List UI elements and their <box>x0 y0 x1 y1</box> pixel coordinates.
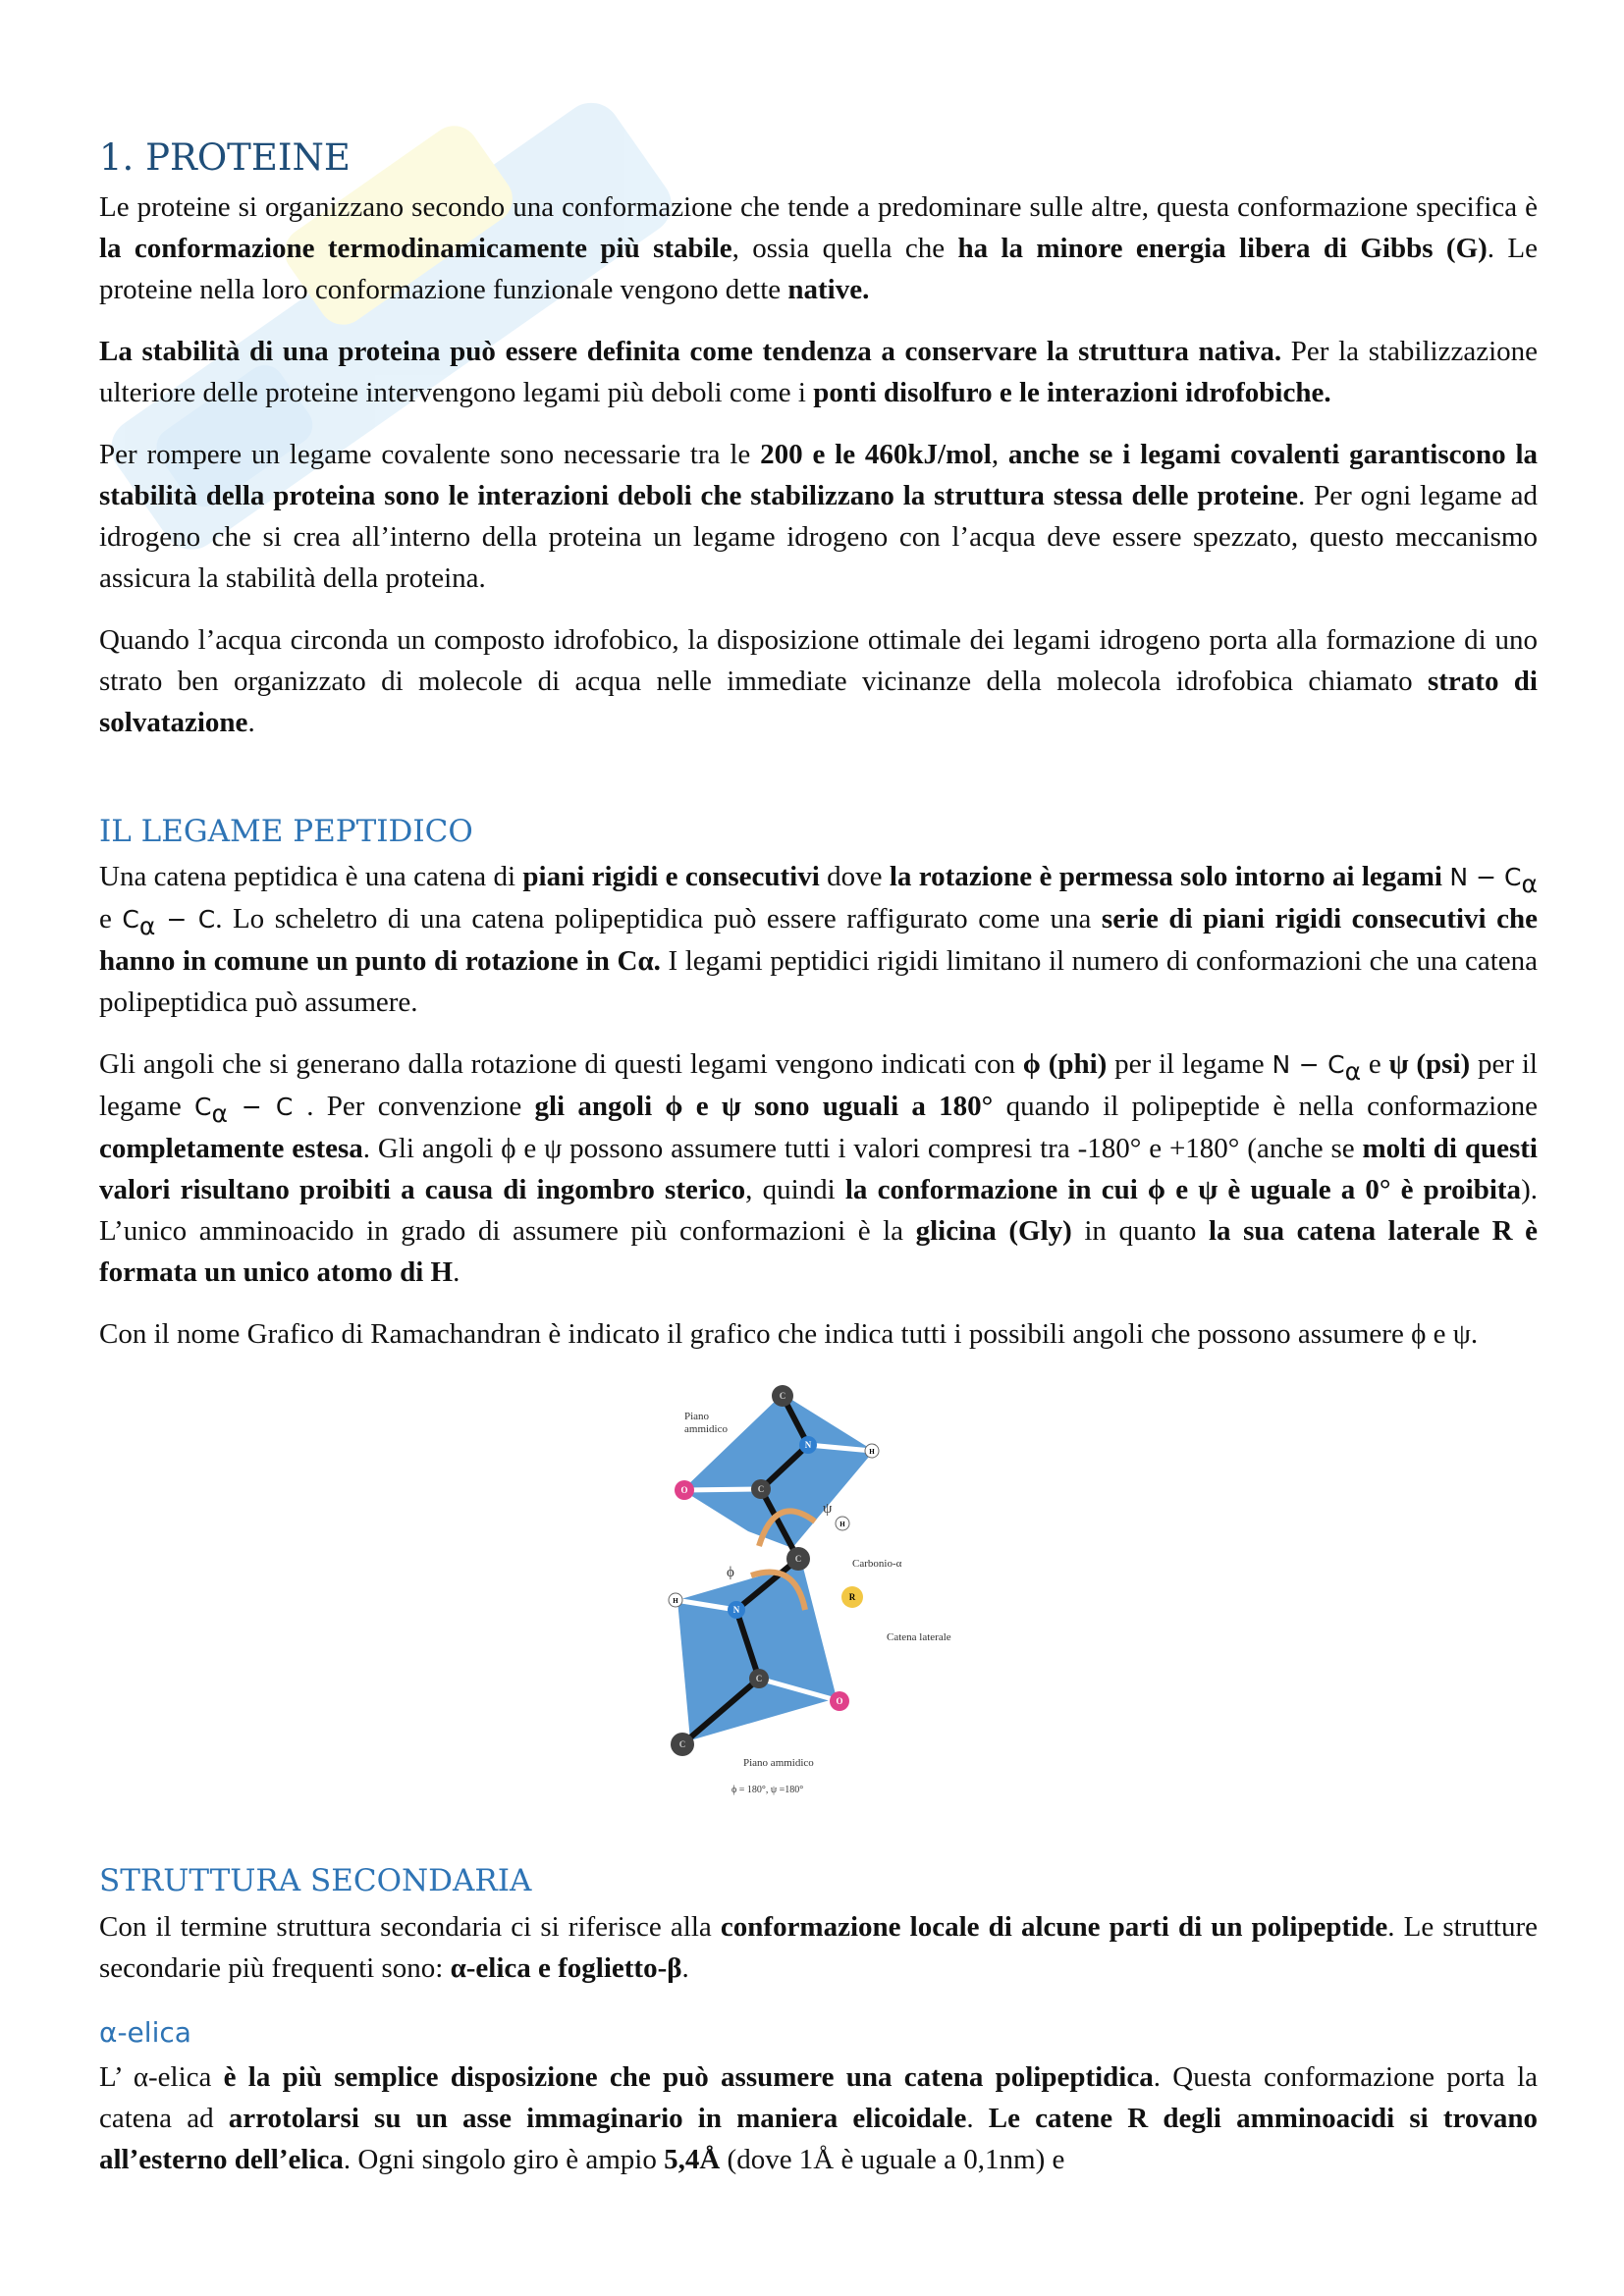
label-side-chain: Catena laterale <box>887 1631 951 1643</box>
bold-text-run: ϕ (phi) <box>1022 1048 1108 1080</box>
covalent-paragraph <box>99 434 1538 599</box>
text-run: , quindi <box>745 1174 845 1205</box>
text-run: Quando l’acqua circonda un composto idrofobico, la disposizione ottimale dei legami idrogeno porta alla formazione di uno strato ben organizzato di molecole di acqua nelle immediate vicinanze della molecola idrofobica chiamato <box>99 624 1538 697</box>
svg-text:C: C <box>678 1739 686 1749</box>
text-run: Con il termine struttura secondaria ci si riferisce alla <box>99 1911 721 1943</box>
text-run: α <box>138 911 156 940</box>
label-carbon-alpha: Carbonio-α <box>852 1558 902 1570</box>
text-run: . Per ogni legame ad idrogeno che si crea all’interno della proteina un legame idrogeno con l’acqua deve essere spezzato, questo meccanismo assicura la stabilità della proteina. <box>99 480 1538 594</box>
label-plane-bottom: Piano ammidico <box>743 1757 814 1769</box>
phi-label: ϕ <box>727 1565 734 1580</box>
secondary-paragraph <box>99 1906 1538 1989</box>
text-run: α <box>211 1098 228 1128</box>
text-run: . <box>247 707 255 738</box>
psi-label: ψ <box>823 1501 833 1517</box>
bold-text-run: serie di piani rigidi consecutivi che hanno in comune un punto di rotazione in Cα. <box>99 903 1538 977</box>
intro-paragraph <box>99 187 1538 310</box>
text-run: N − C <box>1272 1050 1345 1079</box>
svg-text:C: C <box>794 1554 802 1564</box>
text-run: . <box>681 1952 689 1984</box>
bold-text-run: completamente estesa <box>99 1133 363 1164</box>
bold-text-run: Le catene R degli amminoacidi si trovano all’esterno dell’elica <box>99 2103 1539 2175</box>
text-run: N − C <box>1449 863 1522 891</box>
bold-text-run: gli angoli ϕ e ψ sono uguali a 180° <box>534 1091 994 1122</box>
svg-text:N: N <box>732 1605 740 1615</box>
text-run: I legami peptidici rigidi limitano il numero di conformazioni che una catena polipeptidica può assumere. <box>99 945 1538 1018</box>
peptide-section <box>99 856 1538 1355</box>
text-run: C <box>194 1093 212 1121</box>
svg-text:C: C <box>755 1674 763 1683</box>
text-run: Con il nome Grafico di Ramachandran è indicato il grafico che indica tutti i possibili angoli che possono assumere ϕ e ψ. <box>99 1318 1479 1350</box>
text-run: Le proteine si organizzano secondo una conformazione che tende a predominare sulle altre, questa conformazione specifica è <box>99 191 1538 223</box>
text-run: , <box>991 439 1008 470</box>
bold-text-run: La stabilità di una proteina può essere definita come tendenza a conservare la struttura nativa. <box>99 336 1282 367</box>
solvation-paragraph <box>99 619 1538 743</box>
intro-section <box>99 187 1538 743</box>
text-run: − C <box>227 1093 307 1121</box>
angles-paragraph <box>99 1043 1538 1293</box>
bold-text-run: la conformazione in cui ϕ e ψ è uguale a 0° è proibita <box>844 1174 1522 1205</box>
text-run: in quanto <box>1071 1215 1209 1247</box>
text-run: . <box>453 1256 460 1288</box>
text-run: dove <box>819 861 890 892</box>
alpha-helix-paragraph <box>99 2056 1538 2180</box>
svg-text:N: N <box>804 1440 812 1450</box>
bold-text-run: ponti disolfuro e le interazioni idrofobiche. <box>813 377 1331 408</box>
bold-text-run: molti di questi valori risultano proibiti a causa di ingombro sterico <box>99 1133 1538 1205</box>
svg-text:H: H <box>839 1521 845 1528</box>
bold-text-run: la conformazione termodinamicamente più stabile <box>99 233 732 264</box>
svg-text:O: O <box>680 1485 688 1495</box>
text-run: Una catena peptidica è una catena di <box>99 861 523 892</box>
svg-text:C: C <box>757 1484 765 1494</box>
text-run: L’ α-elica <box>99 2061 224 2093</box>
text-run: per il legame <box>1107 1048 1272 1080</box>
bold-text-run: ha la minore energia libera di Gibbs (G) <box>957 233 1488 264</box>
bold-text-run: arrotolarsi su un asse immaginario in maniera elicoidale <box>228 2103 967 2134</box>
text-run: α <box>1521 869 1538 898</box>
heading-alpha-helix: α-elica <box>99 2016 191 2049</box>
text-run: . Per convenzione <box>306 1091 535 1122</box>
bold-text-run: α-elica e foglietto-β <box>450 1952 682 1984</box>
text-run: . Questa conformazione porta la catena ad <box>99 2061 1538 2134</box>
peptide-paragraph <box>99 856 1538 1023</box>
text-run: . Ogni singolo giro è ampio <box>343 2144 665 2175</box>
text-run: Per la stabilizzazione ulteriore delle proteine intervengono legami più deboli come i <box>99 336 1538 408</box>
text-run: (dove 1Å è uguale a 0,1nm) e <box>720 2144 1065 2175</box>
label-plane-top-2: ammidico <box>684 1423 728 1435</box>
svg-text:O: O <box>836 1696 843 1706</box>
bold-text-run: strato di solvatazione <box>99 666 1538 738</box>
text-run: e <box>99 903 123 934</box>
bold-text-run: piani rigidi e consecutivi <box>522 861 820 892</box>
bold-text-run: 200 e le 460kJ/mol <box>760 439 992 470</box>
text-run: Per rompere un legame covalente sono necessarie tra le <box>99 439 761 470</box>
text-run: . Lo scheletro di una catena polipeptidica può essere raffigurato come una <box>215 903 1102 934</box>
text-run: α <box>1344 1056 1362 1086</box>
text-run: e <box>1361 1048 1389 1080</box>
bold-text-run: la sua catena laterale R è formata un unico atomo di H <box>99 1215 1539 1288</box>
figure-caption: ϕ = 180°, ψ =180° <box>731 1785 804 1795</box>
bold-text-run: anche se i legami covalenti garantiscono la stabilità della proteina sono le interazioni deboli che stabilizzano la struttura stessa delle proteine <box>99 439 1539 511</box>
text-run: quando il polipeptide è nella conformazione <box>993 1091 1538 1122</box>
bold-text-run: la rotazione è permessa solo intorno ai legami <box>889 861 1442 892</box>
page-title: 1. PROTEINE <box>99 136 351 179</box>
ramachandran-paragraph <box>99 1313 1538 1355</box>
bold-text-run: ψ (psi) <box>1388 1048 1471 1080</box>
text-run: − C <box>155 905 216 934</box>
text-run: . Le strutture secondarie più frequenti sono: <box>99 1911 1538 1984</box>
bold-text-run: native. <box>787 274 870 305</box>
label-plane-top-1: Piano <box>684 1411 710 1422</box>
heading-secondary-structure: STRUTTURA SECONDARIA <box>99 1863 532 1898</box>
stability-paragraph <box>99 331 1538 413</box>
svg-text:C: C <box>779 1391 786 1401</box>
bold-text-run: glicina (Gly) <box>915 1215 1072 1247</box>
text-run: , ossia quella che <box>731 233 958 264</box>
peptide-plane-figure <box>648 1384 982 1806</box>
svg-text:H: H <box>869 1448 875 1456</box>
bold-text-run: 5,4Å <box>664 2144 721 2175</box>
heading-peptide-bond: IL LEGAME PEPTIDICO <box>99 814 473 849</box>
bold-text-run: è la più semplice disposizione che può assumere una catena polipeptidica <box>223 2061 1154 2093</box>
text-run: Gli angoli che si generano dalla rotazione di questi legami vengono indicati con <box>99 1048 1023 1080</box>
bold-text-run: conformazione locale di alcune parti di un polipeptide <box>720 1911 1388 1943</box>
text-run: . <box>966 2103 989 2134</box>
svg-text:R: R <box>848 1592 856 1602</box>
text-run: C <box>122 905 139 934</box>
text-run: . Le proteine nella loro conformazione funzionale vengono dette <box>99 233 1538 305</box>
svg-text:H: H <box>673 1597 678 1605</box>
text-run: ). L’unico amminoacido in grado di assumere più conformazioni è la <box>99 1174 1538 1247</box>
text-run: . Gli angoli ϕ e ψ possono assumere tutti i valori compresi tra -180° e +180° (anche se <box>362 1133 1363 1164</box>
text-run: per il legame <box>99 1048 1538 1122</box>
